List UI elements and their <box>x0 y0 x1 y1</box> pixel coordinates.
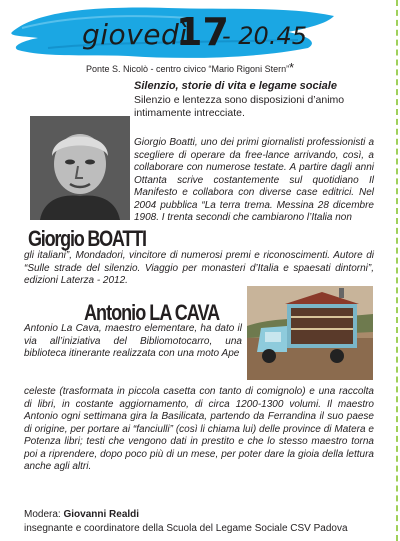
moderator-name: Giovanni Realdi <box>63 509 140 520</box>
event-date-number: 17 <box>176 10 229 54</box>
event-date-header <box>8 2 338 75</box>
speaker-bio-antonio-la-cava-continued: celeste (trasformata in piccola casetta con tanto di comignolo) e una raccolta di libri, in costante aggiornamento, di circa 1200-1300 volumi. Il maestro Antonio ogni settimana gira la Basilicata, partendo da Ferrandina il suo paese di origine, per portare ai “fanciulli” (così li chiama lui) delle province di Matera e Potenza libri; testi che vengono dati in prestito e che lo stesso maestro torna poi a riprendere, dopo poco più di un mese, per poter dare la gioia della lettura anche agli altri. <box>24 386 374 472</box>
photo-bibliomotocarro <box>247 286 373 380</box>
moderator-line <box>24 509 139 520</box>
speaker-bio-giorgio-boatti: Giorgio Boatti, uno dei primi giornalisti professionisti a scegliere di operare da free-lance arrivando, così, a collaborare con numerose testate. A partire dagli anni Ottanta scrive costantemente sul quotidiano Il Manifesto e collabora con diverse case editrici. Nel 2004 pubblica “La terra trema. Messina 28 dicembre 1908. I trenta secondi che cambiarono l’Italia non <box>134 137 374 223</box>
speaker-name-antonio-la-cava: Antonio LA CAVA <box>84 300 220 325</box>
speaker-name-giorgio-boatti: Giorgio BOATTI <box>28 226 146 251</box>
page-dashed-border <box>396 0 398 541</box>
event-venue: Ponte S. Nicolò - centro civico “Mario Rigoni Stern” <box>86 64 290 74</box>
speaker-bio-antonio-la-cava: Antonio La Cava, maestro elementare, ha dato il via all’iniziativa del Bibliomotocarro, una biblioteca itinerante realizzata con una moto Ape <box>24 323 242 359</box>
event-subtitle: Silenzio, storie di vita e legame sociale <box>134 80 337 92</box>
portrait-photo-giorgio-boatti <box>30 116 130 220</box>
speaker-bio-giorgio-boatti-continued: gli italiani”, Mondadori, vincitore di numerosi premi e riconoscimenti. Autore di “Sulle strade del silenzio. Viaggio per monasteri d’Italia e spaesati dintorni”, edizioni Laterza - 2012. <box>24 250 374 286</box>
event-time: - 20.45 <box>222 22 307 50</box>
event-day: giovedì <box>82 18 188 51</box>
star-icon: * <box>289 60 295 75</box>
event-intro: Silenzio e lentezza sono disposizioni d’animo intimamente intrecciate. <box>134 94 345 119</box>
moderator-role: insegnante e coordinatore della Scuola del Legame Sociale CSV Padova <box>24 523 348 534</box>
moderator-label: Modera: <box>24 509 61 520</box>
